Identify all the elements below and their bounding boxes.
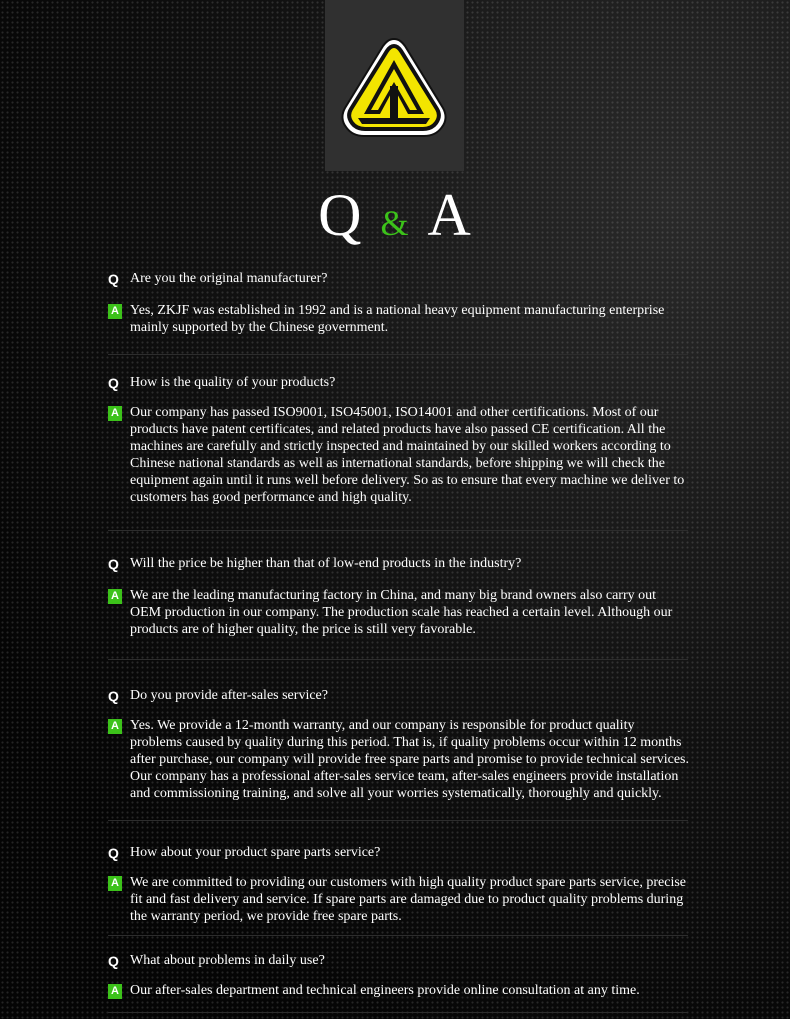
qa-item [108, 844, 688, 925]
answer-marker: A [108, 304, 122, 319]
qa-item [108, 555, 688, 638]
question-row [108, 374, 688, 394]
answer-marker: A [108, 406, 122, 421]
divider [108, 530, 688, 531]
divider [108, 354, 688, 355]
question-text: Do you provide after-sales service? [130, 688, 328, 703]
answer-row [108, 717, 688, 802]
question-row [108, 555, 688, 575]
question-text: Will the price be higher than that of low-end products in the industry? [130, 556, 522, 571]
title-a: A [427, 182, 472, 248]
qa-item [108, 374, 688, 506]
question-row [108, 687, 688, 707]
qa-item [108, 687, 688, 802]
answer-row [108, 982, 688, 999]
answer-row [108, 302, 688, 336]
question-marker: Q [108, 688, 119, 704]
title-ampersand: & [380, 203, 410, 243]
qa-item [108, 270, 688, 336]
title-q: Q [318, 182, 363, 248]
question-text: How is the quality of your products? [130, 375, 336, 390]
answer-marker: A [108, 719, 122, 734]
answer-marker: A [108, 589, 122, 604]
question-marker: Q [108, 953, 119, 969]
divider [108, 820, 688, 821]
answer-text: Our after-sales department and technical engineers provide online consultation at any time. [130, 983, 640, 998]
question-marker: Q [108, 271, 119, 287]
answer-row [108, 404, 688, 506]
question-marker: Q [108, 845, 119, 861]
answer-text: We are the leading manufacturing factory in China, and many big brand owners also carry out OEM production in our company. The production scale has reached a certain level. Although our products are of higher quality, the price is still very favorable. [130, 588, 673, 637]
answer-row [108, 874, 688, 925]
question-row [108, 844, 688, 864]
question-text: How about your product spare parts service? [130, 845, 381, 860]
divider [108, 659, 688, 660]
question-text: Are you the original manufacturer? [130, 271, 328, 286]
answer-marker: A [108, 876, 122, 891]
page-title [0, 180, 790, 258]
answer-row [108, 587, 688, 638]
answer-text: We are committed to providing our customers with high quality product spare parts service, precise fit and fast delivery and service. If spare parts are damaged due to product quality problems during the warranty period, we provide free spare parts. [130, 875, 686, 924]
divider [108, 935, 688, 936]
qa-item [108, 952, 688, 999]
brand-logo-panel [325, 0, 464, 171]
answer-text: Our company has passed ISO9001, ISO45001, ISO14001 and other certifications. Most of our products have patent certificates, and related products have also passed CE certification. All the machines are carefully and strictly inspected and maintained by our skilled workers according to Chinese national standards as well as international standards, before shipping we will check the equipment again until it runs well before delivery. So as to ensure that every machine we deliver to customers has good performance and high quality. [130, 405, 685, 505]
divider [108, 1012, 688, 1013]
question-marker: Q [108, 556, 119, 572]
question-marker: Q [108, 375, 119, 391]
answer-marker: A [108, 984, 122, 999]
question-text: What about problems in daily use? [130, 953, 325, 968]
question-row [108, 270, 688, 290]
brand-logo-icon [338, 36, 450, 140]
answer-text: Yes. We provide a 12-month warranty, and our company is responsible for product quality problems caused by quality during this period. That is, if quality problems occur within 12 months after purchase, our company will provide free spare parts and promise to provide technical services. Our company has a professional after-sales service team, after-sales engineers provide installation and commissioning training, and solve all your worries systematically, thoroughly and quickly. [130, 718, 690, 801]
question-row [108, 952, 688, 972]
answer-text: Yes, ZKJF was established in 1992 and is a national heavy equipment manufacturing enterprise mainly supported by the Chinese government. [130, 303, 665, 335]
